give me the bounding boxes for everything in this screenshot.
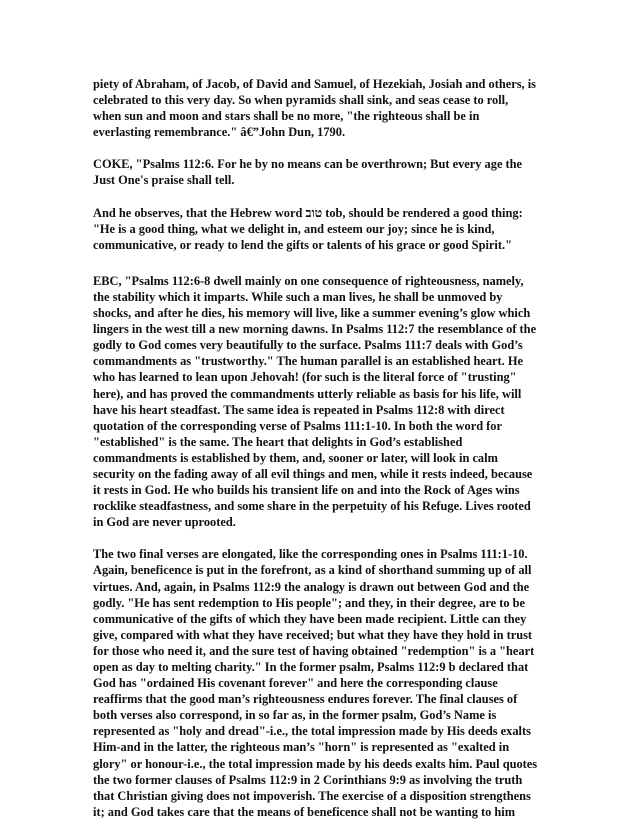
text-line: the stability which it imparts. While such a man lives, he shall be unmoved by — [93, 289, 503, 304]
text-line: communicative, or ready to lend the gifts or talents of his grace or good Spirit." — [93, 237, 512, 252]
paragraph-final-verses — [93, 546, 545, 820]
text-line: shocks, and after he dies, his memory will live, like a summer evening’s glow which — [93, 306, 531, 321]
text-line: reaffirms that the good man’s righteousness endures forever. The final clauses of — [93, 692, 518, 707]
text-line: virtues. And, again, in Psalms 112:9 the analogy is drawn out between God and the — [93, 579, 530, 594]
text-line: both verses also correspond, in so far as, in the former psalm, God’s Name is — [93, 708, 497, 723]
text-line: open as day to melting charity." In the former psalm, Psalms 112:9 b declared that — [93, 660, 529, 674]
text-line: commandments is established by them, and, sooner or later, will look in calm — [93, 450, 498, 465]
text-line: And he observes, that the Hebrew word טוב tob, should be rendered a good thing: — [93, 205, 523, 220]
text-line: everlasting remembrance." â€”John Dun, 1790. — [93, 125, 346, 140]
paragraph-hebrew-word — [93, 205, 545, 253]
text-line: God has "ordained His covenant forever" and here the corresponding clause — [93, 676, 498, 691]
text-line: rocklike steadfastness, and some share in the perpetuity of his Refuge. Lives rooted — [93, 499, 531, 514]
text-line: lingers in the west till a new morning dawns. In Psalms 112:7 the resemblance of the — [93, 322, 537, 337]
document-body — [93, 76, 545, 836]
text-line: Just One's praise shall tell. — [93, 173, 235, 188]
text-line: Him-and in the latter, the righteous man’s "horn" is represented as "exalted in — [93, 740, 510, 755]
text-line: have his heart steadfast. The same idea is repeated in Psalms 112:8 with direct — [93, 402, 505, 417]
text-line: "He is a good thing, what we delight in, and esteem our joy; since he is kind, — [93, 221, 495, 236]
text-line: it; and God takes care that the means of beneficence shall not be wanting to him — [93, 804, 516, 819]
text-line: security on the fading away of all evil things and men, while it rests indeed, because — [93, 466, 533, 481]
paragraph-john-dun-quote — [93, 76, 545, 140]
text-line: godly. "He has sent redemption to His people"; and they, in their degree, are to be — [93, 595, 526, 610]
text-line: The two final verses are elongated, like the corresponding ones in Psalms 111:1-10. — [93, 547, 528, 562]
text-line: "established" is the same. The heart that delights in God’s established — [93, 434, 463, 449]
text-line: quotation of the corresponding verse of Psalms 111:1-10. In both the word for — [93, 418, 503, 433]
text-line: represented as "holy and dread"-i.e., the total impression made by His deeds exalts — [93, 724, 531, 739]
text-line: the two former clauses of Psalms 112:9 in 2 Corinthians 9:9 as involving the truth — [93, 772, 523, 787]
text-line: give, compared with what they have received; but what they have they hold in trust — [93, 627, 533, 642]
text-line: Again, beneficence is put in the forefront, as a kind of shorthand summing up of all — [93, 563, 532, 578]
text-line: glory" or honour-i.e., the total impression made by his deeds exalts him. Paul quotes — [93, 756, 538, 771]
text-line: who has learned to lean upon Jehovah! (for such is the literal force of "trusting" — [93, 370, 517, 385]
text-line: EBC, "Psalms 112:6-8 dwell mainly on one consequence of righteousness, namely, — [93, 273, 524, 288]
text-line: communicative of the gifts of which they have been made recipient. Little can they — [93, 611, 527, 626]
text-line: celebrated to this very day. So when pyramids shall sink, and seas cease to roll, — [93, 93, 509, 108]
text-line: in God are never uprooted. — [93, 515, 236, 530]
text-line: that Christian giving does not impoverish. The exercise of a disposition strengthens — [93, 788, 531, 803]
text-line: piety of Abraham, of Jacob, of David and Samuel, of Hezekiah, Josiah and others, is — [93, 77, 536, 91]
text-line: COKE, "Psalms 112:6. For he by no means can be overthrown; But every age the — [93, 157, 523, 172]
text-line: when sun and moon and stars shall be no more, "the righteous shall be in — [93, 109, 480, 124]
paragraph-coke-commentary — [93, 156, 545, 188]
text-line: it rests in God. He who builds his transient life on and into the Rock of Ages wins — [93, 483, 520, 498]
paragraph-ebc-commentary — [93, 273, 545, 531]
text-line: here), and has proved the commandments utterly reliable as basis for his life, will — [93, 386, 522, 401]
text-line: for those who need it, and the sure test of having obtained "redemption" is a "heart — [93, 643, 535, 658]
text-line: commandments as "trustworthy." The human parallel is an established heart. He — [93, 354, 524, 369]
text-line: godly to God comes very beautifully to the surface. Psalms 111:7 deals with God’s — [93, 338, 523, 353]
